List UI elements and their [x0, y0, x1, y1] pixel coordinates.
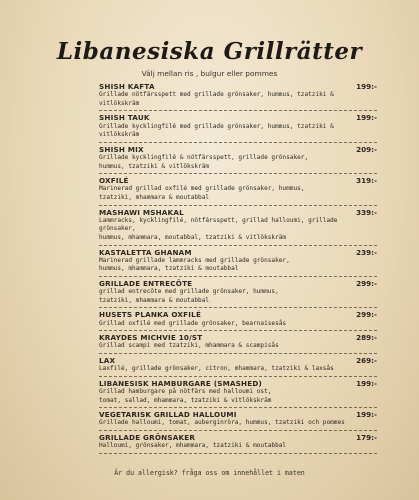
item-divider [99, 276, 377, 277]
menu-item-header [99, 279, 377, 288]
menu-item-price: 239:- [356, 247, 377, 257]
menu-item-price: 209:- [356, 144, 377, 154]
menu-item [99, 145, 377, 174]
menu-item-header [99, 208, 377, 217]
menu-item [99, 208, 377, 246]
menu-item-description: Marinerad grillad oxfilé med grillade grönsaker, hummus, tzatziki, mhammara & moutabbal [99, 185, 305, 201]
item-divider [99, 453, 377, 454]
menu-item [99, 176, 377, 205]
menu-item-description: Grillade nötfärsspett med grillade grönsaker, hummus, tzatziki & vitlökskräm [99, 91, 334, 107]
menu-item-name: GRILLADE ENTRECÔTE [99, 278, 193, 288]
menu-item-price: 339:- [356, 207, 377, 217]
item-divider [99, 376, 377, 377]
menu-item-description: Grillad hamburgare på nötfärs med halloumi ost, tomat, sallad, mhammara, tzatziki & vitlökskräm [99, 387, 272, 404]
menu-item-header [99, 82, 377, 91]
menu-item-price: 319:- [356, 176, 377, 186]
menu-item-header [99, 333, 377, 342]
menu-item-header [99, 145, 377, 154]
menu-item-description: Grillad scampi med tzatziki, mhammara & scampisås [99, 342, 279, 350]
menu-item-description: Marinerad grillade lammracks med grillade grönsaker, hummus, mhammara, tzatziki & moutabbal [99, 256, 290, 273]
menu-item-price: 289:- [356, 333, 377, 343]
menu-item [99, 279, 377, 308]
menu-item-price: 299:- [356, 278, 377, 288]
menu-item-price: 199:- [356, 410, 377, 420]
menu-item-price: 299:- [356, 310, 377, 320]
allergy-note: Är du allergisk? fråga oss om innehållet i maten [114, 469, 305, 477]
menu-item-name: LIBANESISK HAMBURGARE (SMASHED) [99, 378, 263, 388]
menu-item [99, 333, 377, 354]
menu-item-name: SHISH TAUK [99, 113, 150, 123]
item-divider [99, 430, 377, 431]
menu-item-price: 199:- [356, 82, 377, 91]
item-divider [99, 307, 377, 308]
menu-item-price: 199:- [356, 113, 377, 123]
menu-item-description: Lammracks, kycklingfilé, nötfärsspett, grillad halloumi, grillade grönsaker, hummus, mhammara, moutabbal, tzatziki & vitlökskräm [99, 216, 338, 241]
menu-subtitle: Välj mellan ris , bulgur eller pommes [141, 69, 278, 78]
menu-item-price: 199:- [356, 378, 377, 388]
menu-item-name: SHISH MIX [99, 144, 144, 154]
item-divider [99, 142, 377, 143]
item-divider [99, 407, 377, 408]
menu-item [99, 356, 377, 377]
menu-item-name: KASTALETTA GHANAM [99, 247, 192, 257]
menu-item-name: HUSETS PLANKA OXFILÉ [99, 310, 202, 320]
menu-item-description: Laxfilé, grillade grönsaker, citron, mhammara, tzatziki & laxsås [99, 365, 334, 373]
menu-item-description: Grillade kycklingfilé & nötfärsspett, grillade grönsaker, hummus, tzatziki & vitlökskräm [99, 153, 309, 170]
menu-item [99, 433, 377, 454]
menu-item [99, 248, 377, 277]
menu-item-description: Grillade halloumi, tomat, auberginröra, hummus, tzatziki och pommes [99, 419, 345, 427]
menu-item-description: Grillade kycklingfilé med grillade grönsaker, hummus, tzatziki & vitlökskräm [99, 122, 334, 139]
menu-item-header [99, 310, 377, 319]
menu-item [99, 410, 377, 431]
item-divider [99, 110, 377, 111]
menu-item [99, 82, 377, 111]
item-divider [99, 245, 377, 246]
item-divider [99, 205, 377, 206]
item-divider [99, 330, 377, 331]
menu-item-header [99, 410, 377, 419]
menu-item-header [99, 379, 377, 388]
menu-item-description: Grillad oxfilé med grillade grönsaker, bearnaisesås [99, 319, 287, 327]
menu-item-name: VEGETARISK GRILLAD HALLOUMI [99, 410, 237, 420]
menu-item-name: OXFILÉ [99, 176, 129, 186]
menu-item-header [99, 176, 377, 185]
menu-item [99, 379, 377, 408]
menu-items-list [99, 82, 377, 456]
menu-item-header [99, 113, 377, 122]
menu-item-name: KRAYDES MICHVIE 10/ST [99, 333, 203, 343]
item-divider [99, 353, 377, 354]
menu-item [99, 310, 377, 331]
menu-item-name: LAX [99, 355, 116, 365]
menu-item-header [99, 356, 377, 365]
menu-item-description: grillad entrecôte med grillade grönsaker, hummus, tzatziki, mhammara & moutabbal [99, 288, 279, 304]
menu-title: Libanesiska Grillrätter [56, 38, 363, 65]
menu-item-name: GRILLADE GRÖNSAKER [99, 432, 196, 442]
menu-item-description: Halloumi, grönsaker, mhammara, tzatziki & moutabbal [99, 442, 287, 450]
menu-item-price: 179:- [356, 432, 377, 442]
menu-item-header [99, 433, 377, 442]
menu-item-header [99, 248, 377, 257]
menu-item-name: MASHAWI MSHAKAL [99, 207, 184, 217]
item-divider [99, 173, 377, 174]
menu-item-name: SHISH KAFTA [99, 82, 155, 91]
menu-item-price: 269:- [356, 355, 377, 365]
menu-item [99, 113, 377, 142]
